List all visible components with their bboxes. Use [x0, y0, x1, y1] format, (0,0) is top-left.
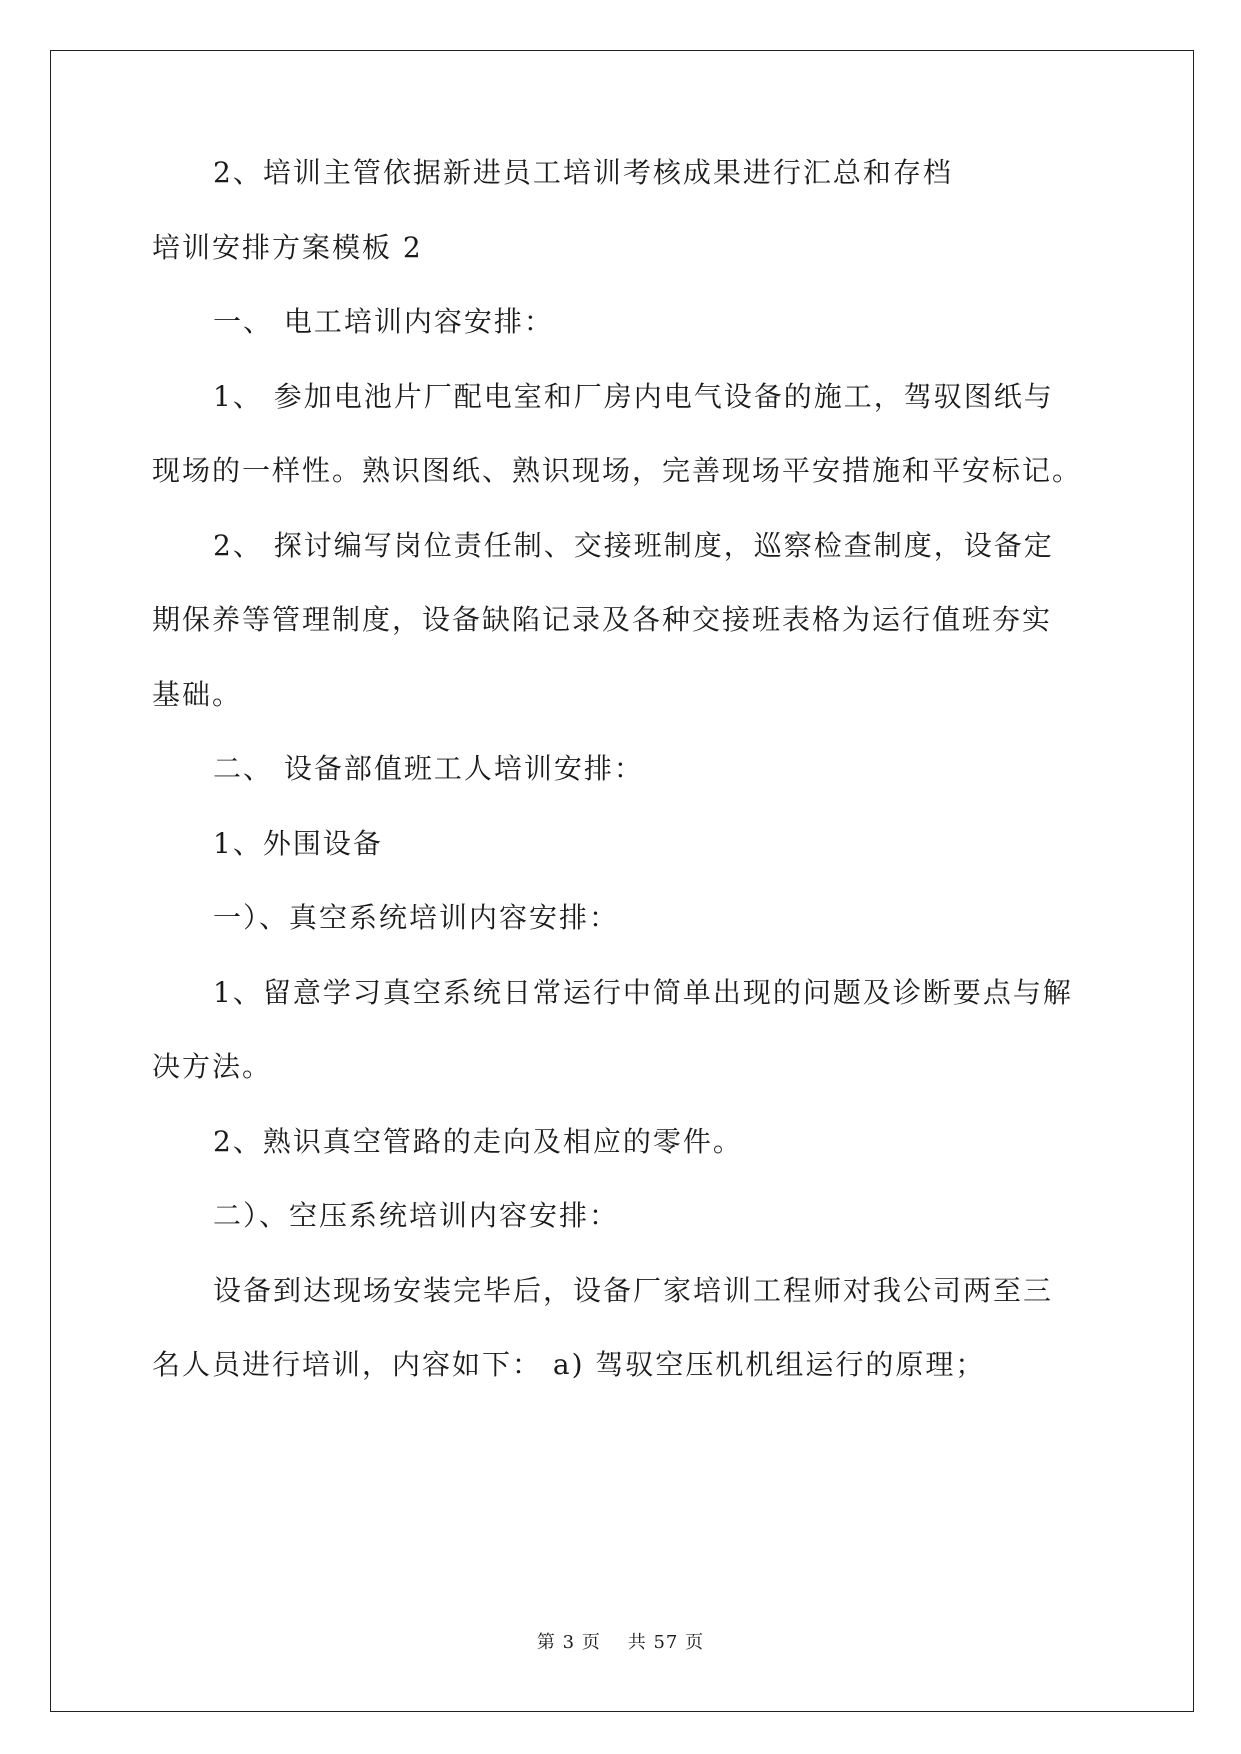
- paragraph-line: 2、 探讨编写岗位责任制、交接班制度，巡察检查制度，设备定: [213, 529, 1054, 562]
- paragraph-line: 二）、空压系统培训内容安排：: [213, 1199, 620, 1232]
- paragraph-line: 名人员进行培训，内容如下： a) 驾驭空压机机组运行的原理；: [152, 1348, 986, 1381]
- paragraph-line: 1、外围设备: [213, 827, 383, 860]
- paragraph-line: 现场的一样性。熟识图纸、熟识现场，完善现场平安措施和平安标记。: [152, 454, 1083, 487]
- paragraph-line: 决方法。: [152, 1050, 273, 1083]
- section-heading: 培训安排方案模板 2: [152, 231, 423, 264]
- paragraph-line: 2、熟识真空管路的走向及相应的零件。: [213, 1125, 743, 1158]
- page-number: 第 3 页: [536, 1632, 601, 1653]
- paragraph-line: 1、留意学习真空系统日常运行中简单出现的问题及诊断要点与解: [213, 976, 1073, 1009]
- paragraph-line: 一、 电工培训内容安排：: [213, 305, 554, 338]
- paragraph-line: 二、 设备部值班工人培训安排：: [213, 752, 644, 785]
- page-border: [50, 50, 1194, 1712]
- paragraph-line: 基础。: [152, 678, 243, 711]
- paragraph-line: 设备到达现场安装完毕后，设备厂家培训工程师对我公司两至三: [213, 1274, 1054, 1307]
- paragraph-line: 一）、真空系统培训内容安排：: [213, 901, 620, 934]
- paragraph-line: 1、 参加电池片厂配电室和厂房内电气设备的施工，驾驭图纸与: [213, 380, 1054, 413]
- page-footer: [0, 1632, 1241, 1654]
- page-total: 共 57 页: [627, 1632, 705, 1653]
- paragraph-line: 2、培训主管依据新进员工培训考核成果进行汇总和存档: [213, 156, 953, 189]
- paragraph-line: 期保养等管理制度，设备缺陷记录及各种交接班表格为运行值班夯实: [152, 603, 1053, 636]
